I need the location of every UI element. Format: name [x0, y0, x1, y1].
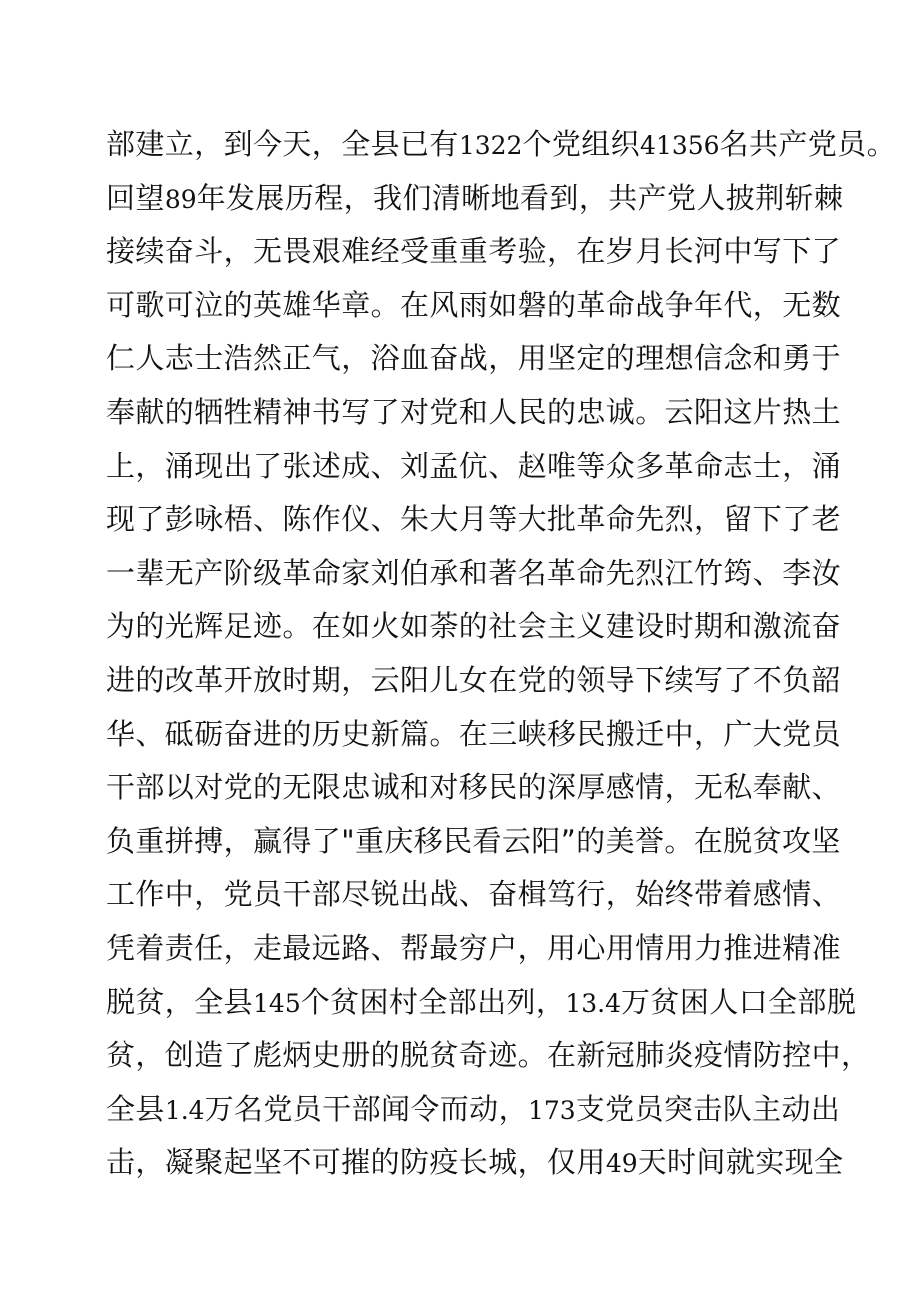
text-run: 支党员突击队主动出: [575, 1091, 841, 1126]
number-run: 145: [253, 988, 301, 1018]
text-line: [106, 225, 842, 279]
text-line: [106, 172, 844, 226]
text-line: [106, 440, 842, 494]
number-run: 41356: [640, 131, 720, 160]
text-line: [106, 600, 842, 654]
text-run: 接续奋斗，无畏艰难经受重重考验，在岁月长河中写下了: [106, 234, 842, 269]
text-run: 万名党员干部闻令而动，: [204, 1091, 528, 1126]
text-run: 仁人志士浩然正气，浴血奋战，用坚定的理想信念和勇于: [106, 341, 842, 376]
text-line: [106, 547, 842, 601]
number-run: 49: [605, 1149, 638, 1179]
text-line: [106, 922, 842, 976]
text-run: 个党组织: [522, 127, 641, 161]
text-line: [106, 386, 842, 440]
text-line: [106, 332, 842, 386]
text-run: 年发展历程，我们清晰地看到，共产党人披荆斩棘: [196, 180, 844, 215]
text-line: [106, 654, 842, 708]
text-run: 天时间就实现全: [637, 1145, 844, 1180]
text-run: 为的光辉足迹。在如火如荼的社会主义建设时期和激流奋: [106, 609, 842, 644]
text-line: [106, 118, 896, 172]
text-run: 工作中，党员干部尽锐出战、奋楫笃行，始终带着感情、: [106, 877, 842, 912]
text-line: [106, 1029, 871, 1083]
text-run: 进的改革开放时期，云阳儿女在党的领导下续写了不负韶: [106, 662, 842, 697]
text-run: 凭着责任，走最远路、帮最穷户，用心用情用力推进精准: [106, 930, 842, 965]
text-run: 贫，创造了彪炳史册的脱贫奇迹。在新冠肺炎疫情防控中，: [106, 1038, 871, 1073]
text-line: [106, 1136, 844, 1190]
text-run: 击，凝聚起坚不可摧的防疫长城，仅用: [106, 1145, 606, 1180]
text-run: 可歌可泣的英雄华章。在风雨如磐的革命战争年代，无数: [106, 287, 842, 322]
text-run: 万贫困人口全部脱: [621, 984, 857, 1019]
text-run: 上，涌现出了张述成、刘孟伉、赵唯等众多革命志士，涌: [106, 448, 842, 483]
body-text: [106, 118, 896, 1190]
text-line: [106, 976, 857, 1030]
text-line: [106, 761, 842, 815]
text-run: 回望: [106, 180, 165, 215]
number-run: 1322: [458, 131, 523, 160]
text-run: 名共产党员。: [719, 127, 896, 161]
number-run: 89: [164, 184, 197, 214]
text-line: [106, 1083, 841, 1137]
text-run: 奉献的牺牲精神书写了对党和人民的忠诚。云阳这片热土: [106, 394, 842, 429]
text-run: 华、砥砺奋进的历史新篇。在三峡移民搬迁中，广大党员: [106, 716, 842, 751]
text-run: 个贫困村全部出列，: [300, 984, 566, 1019]
text-run: 全县: [106, 1091, 165, 1126]
text-run: 部建立，到今天，全县已有: [106, 127, 459, 161]
number-run: 1.4: [164, 1095, 205, 1125]
text-line: [106, 493, 842, 547]
text-run: 负重拼搏，赢得了"重庆移民看云阳”的美誉。在脱贫攻坚: [106, 823, 841, 858]
text-line: [106, 815, 841, 869]
text-line: [106, 279, 842, 333]
number-run: 173: [527, 1095, 576, 1125]
text-run: 脱贫，全县: [106, 984, 254, 1019]
text-line: [106, 708, 842, 762]
text-line: [106, 868, 842, 922]
number-run: 13.4: [565, 988, 622, 1018]
text-run: 现了彭咏梧、陈作仪、朱大月等大批革命先烈，留下了老: [106, 502, 842, 537]
text-run: 一辈无产阶级革命家刘伯承和著名革命先烈江竹筠、李汝: [106, 555, 842, 590]
text-run: 干部以对党的无限忠诚和对移民的深厚感情，无私奉献、: [106, 770, 842, 805]
